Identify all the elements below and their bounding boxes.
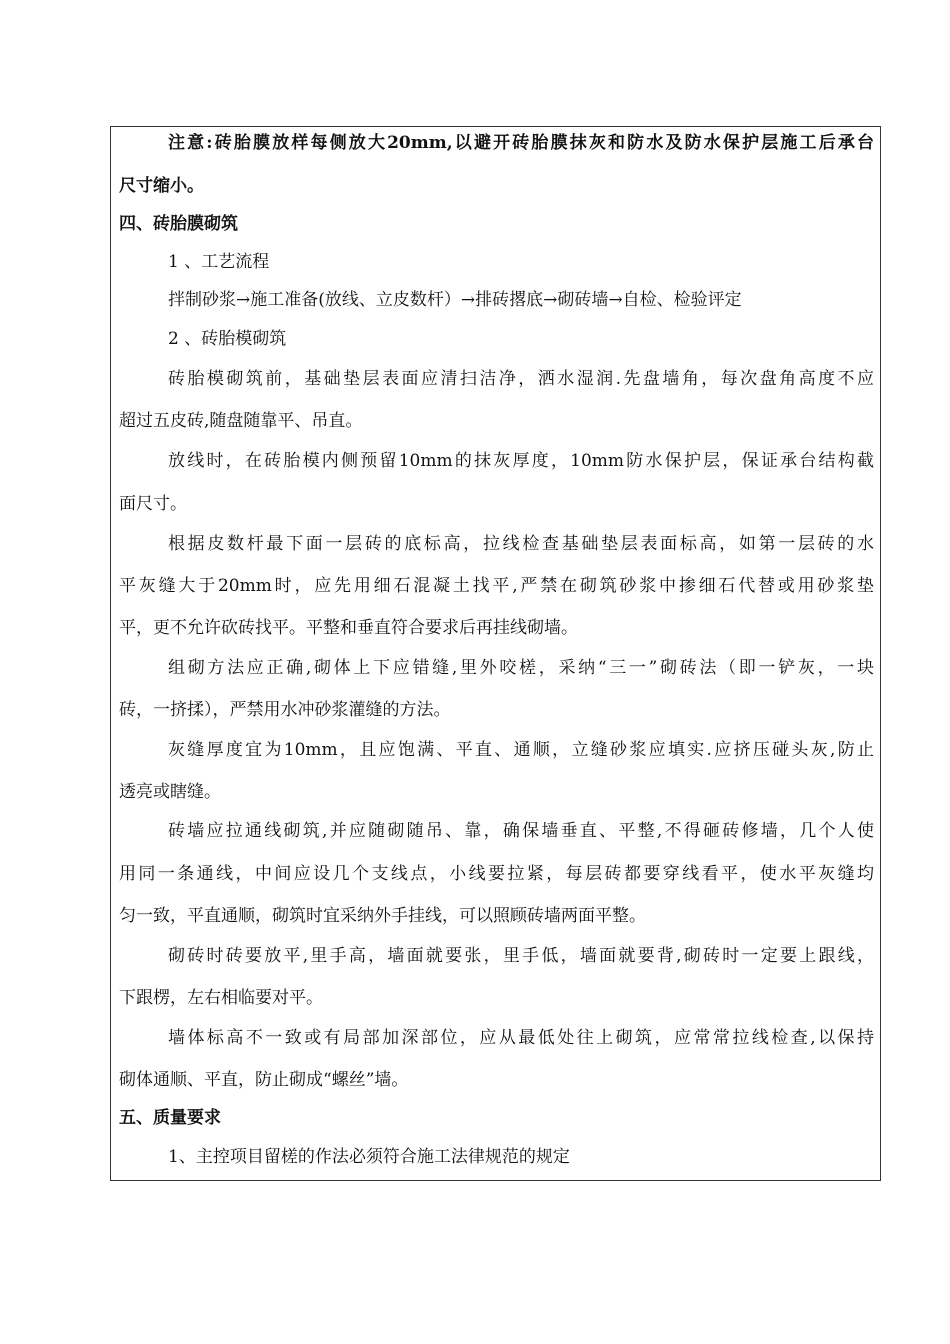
p6-line-1: 砖墙应拉通线砌筑,并应随砌随吊、靠，确保墙垂直、平整,不得砸砖修墙，几个人使 xyxy=(168,821,874,841)
sub1-title: 1 、工艺流程 xyxy=(168,252,270,272)
section-5-item-1: 1、主控项目留槎的作法必须符合施工法律规范的规定 xyxy=(168,1147,570,1167)
p5-line-1: 灰缝厚度宜为10mm，且应饱满、平直、通顺，立缝砂浆应填实.应挤压碰头灰,防止 xyxy=(168,740,874,760)
document-table-cell xyxy=(110,126,881,1181)
note-line-2: 尺寸缩小。 xyxy=(119,176,204,196)
p2-line-2: 面尺寸。 xyxy=(119,494,187,514)
p7-line-2: 下跟楞，左右相临要对平。 xyxy=(119,988,323,1008)
section-5-heading: 五、质量要求 xyxy=(119,1108,221,1128)
p5-line-2: 透亮或瞎缝。 xyxy=(119,782,221,802)
p3-line-1: 根据皮数杆最下面一层砖的底标高，拉线检查基础垫层表面标高，如第一层砖的水 xyxy=(168,534,874,554)
p1-line-2: 超过五皮砖,随盘随靠平、吊直。 xyxy=(119,411,363,431)
p1-line-1: 砖胎模砌筑前，基础垫层表面应清扫洁净，洒水湿润.先盘墙角，每次盘角高度不应 xyxy=(168,369,874,389)
note-line-1: 注意:砖胎膜放样每侧放大20mm,以避开砖胎膜抹灰和防水及防水保护层施工后承台 xyxy=(168,133,874,153)
sub1-flow: 拌制砂浆→施工准备(放线、立皮数杆）→排砖撂底→砌砖墙→自检、检验评定 xyxy=(168,290,742,310)
p6-line-2: 用同一条通线，中间应设几个支线点，小线要拉紧，每层砖都要穿线看平，使水平灰缝均 xyxy=(119,864,874,884)
p4-line-2: 砖，一挤揉），严禁用水冲砂浆灌缝的方法。 xyxy=(119,700,451,720)
p8-line-1: 墙体标高不一致或有局部加深部位，应从最低处往上砌筑，应常常拉线检查,以保持 xyxy=(168,1028,874,1048)
p6-line-3: 匀一致，平直通顺，砌筑时宜采纳外手挂线，可以照顾砖墙两面平整。 xyxy=(119,906,646,926)
section-4-heading: 四、砖胎膜砌筑 xyxy=(119,214,238,234)
p2-line-1: 放线时，在砖胎模内侧预留10mm的抹灰厚度，10mm防水保护层，保证承台结构截 xyxy=(168,451,874,471)
p4-line-1: 组砌方法应正确,砌体上下应错缝,里外咬槎，采纳“三一”砌砖法（即一铲灰，一块 xyxy=(168,658,874,678)
p3-line-2: 平灰缝大于20mm时，应先用细石混凝土找平,严禁在砌筑砂浆中掺细石代替或用砂浆垫 xyxy=(119,576,874,596)
p3-line-3: 平，更不允许砍砖找平。平整和垂直符合要求后再挂线砌墙。 xyxy=(119,618,578,638)
p7-line-1: 砌砖时砖要放平,里手高，墙面就要张，里手低，墙面就要背,砌砖时一定要上跟线， xyxy=(168,946,874,966)
sub2-title: 2 、砖胎模砌筑 xyxy=(168,329,287,349)
p8-line-2: 砌体通顺、平直，防止砌成“螺丝”墙。 xyxy=(119,1070,409,1090)
